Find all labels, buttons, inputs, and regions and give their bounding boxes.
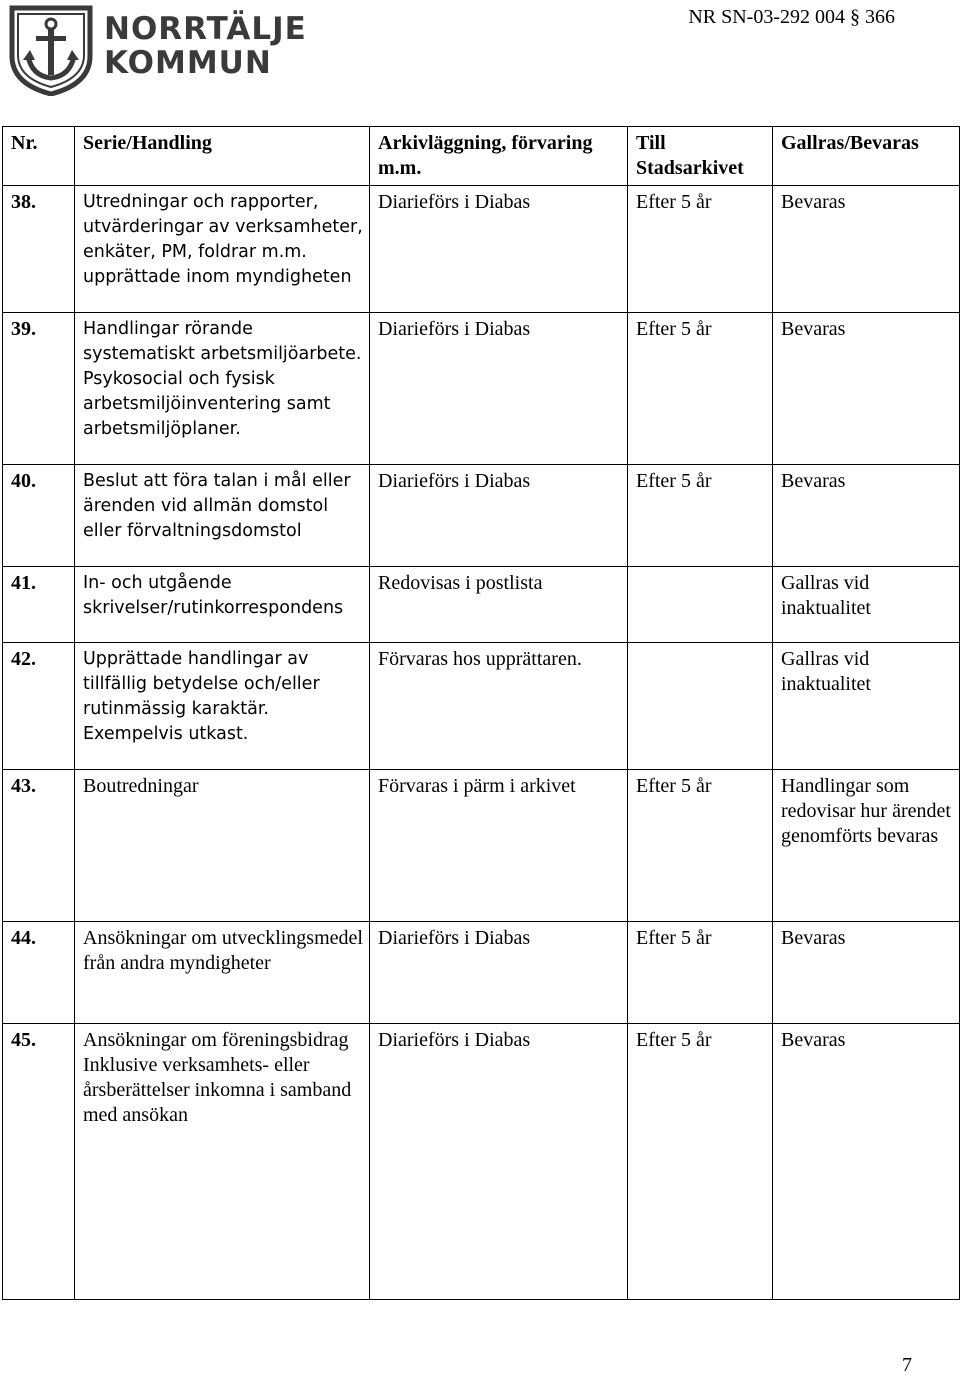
- table-header-row: [3, 127, 960, 186]
- document-number: NR SN-03-292 004 § 366: [688, 6, 895, 28]
- logo-line-2: KOMMUN: [104, 45, 272, 81]
- row-nr: 38.: [3, 186, 75, 313]
- row-serie: Handlingar rörande systematiskt arbetsmiljöarbete. Psykosocial och fysisk arbetsmiljöinventering samt arbetsmiljöplaner.: [75, 313, 370, 465]
- header-nr: Nr.: [3, 127, 75, 186]
- row-serie: Ansökningar om utvecklingsmedel från andra myndigheter: [75, 922, 370, 1024]
- row-gallras: Bevaras: [773, 465, 960, 567]
- row-gallras: Bevaras: [773, 186, 960, 313]
- row-arkiv: Diarieförs i Diabas: [370, 313, 628, 465]
- archive-table: [2, 126, 960, 1300]
- coat-of-arms-icon: [8, 4, 94, 96]
- row-gallras: Handlingar som redovisar hur ärendet genomförts bevaras: [773, 770, 960, 922]
- row-till: Efter 5 år: [628, 922, 773, 1024]
- row-nr: 41.: [3, 567, 75, 643]
- row-nr: 40.: [3, 465, 75, 567]
- row-gallras: Gallras vid inaktualitet: [773, 567, 960, 643]
- row-nr: 42.: [3, 643, 75, 770]
- page-number: 7: [902, 1354, 912, 1376]
- row-serie: In- och utgående skrivelser/rutinkorrespondens: [75, 567, 370, 643]
- row-till: Efter 5 år: [628, 1024, 773, 1300]
- header-gallras: Gallras/Bevaras: [773, 127, 960, 186]
- table-row: [3, 465, 960, 567]
- table-row: [3, 1024, 960, 1300]
- table-row: [3, 922, 960, 1024]
- row-serie: Utredningar och rapporter, utvärderingar av verksamheter, enkäter, PM, foldrar m.m. upprättade inom myndigheten: [75, 186, 370, 313]
- table-row: [3, 567, 960, 643]
- row-arkiv: Diarieförs i Diabas: [370, 465, 628, 567]
- row-arkiv: Förvaras i pärm i arkivet: [370, 770, 628, 922]
- table-row: [3, 313, 960, 465]
- row-nr: 44.: [3, 922, 75, 1024]
- row-arkiv: Diarieförs i Diabas: [370, 186, 628, 313]
- row-till: Efter 5 år: [628, 465, 773, 567]
- row-arkiv: Diarieförs i Diabas: [370, 922, 628, 1024]
- row-gallras: Gallras vid inaktualitet: [773, 643, 960, 770]
- row-till: Efter 5 år: [628, 313, 773, 465]
- table-row: [3, 770, 960, 922]
- row-nr: 45.: [3, 1024, 75, 1300]
- header-till: Till Stadsarkivet: [628, 127, 773, 186]
- row-gallras: Bevaras: [773, 1024, 960, 1300]
- row-serie: Beslut att föra talan i mål eller ärenden vid allmän domstol eller förvaltningsdomstol: [75, 465, 370, 567]
- row-arkiv: Redovisas i postlista: [370, 567, 628, 643]
- row-till: [628, 643, 773, 770]
- row-till: [628, 567, 773, 643]
- row-serie: Ansökningar om föreningsbidrag Inklusive verksamhets- eller årsberättelser inkomna i samband med ansökan: [75, 1024, 370, 1300]
- row-till: Efter 5 år: [628, 770, 773, 922]
- header-serie: Serie/Handling: [75, 127, 370, 186]
- row-nr: 43.: [3, 770, 75, 922]
- table-row: [3, 643, 960, 770]
- row-serie: Upprättade handlingar av tillfällig betydelse och/eller rutinmässig karaktär. Exempelvis utkast.: [75, 643, 370, 770]
- norrtalje-logo: [8, 4, 308, 98]
- row-arkiv: Diarieförs i Diabas: [370, 1024, 628, 1300]
- row-serie: Boutredningar: [75, 770, 370, 922]
- row-nr: 39.: [3, 313, 75, 465]
- row-gallras: Bevaras: [773, 922, 960, 1024]
- row-till: Efter 5 år: [628, 186, 773, 313]
- logo-line-1: NORRTÄLJE: [104, 11, 307, 47]
- header-arkiv: Arkivläggning, förvaring m.m.: [370, 127, 628, 186]
- row-arkiv: Förvaras hos upprättaren.: [370, 643, 628, 770]
- table-row: [3, 186, 960, 313]
- row-gallras: Bevaras: [773, 313, 960, 465]
